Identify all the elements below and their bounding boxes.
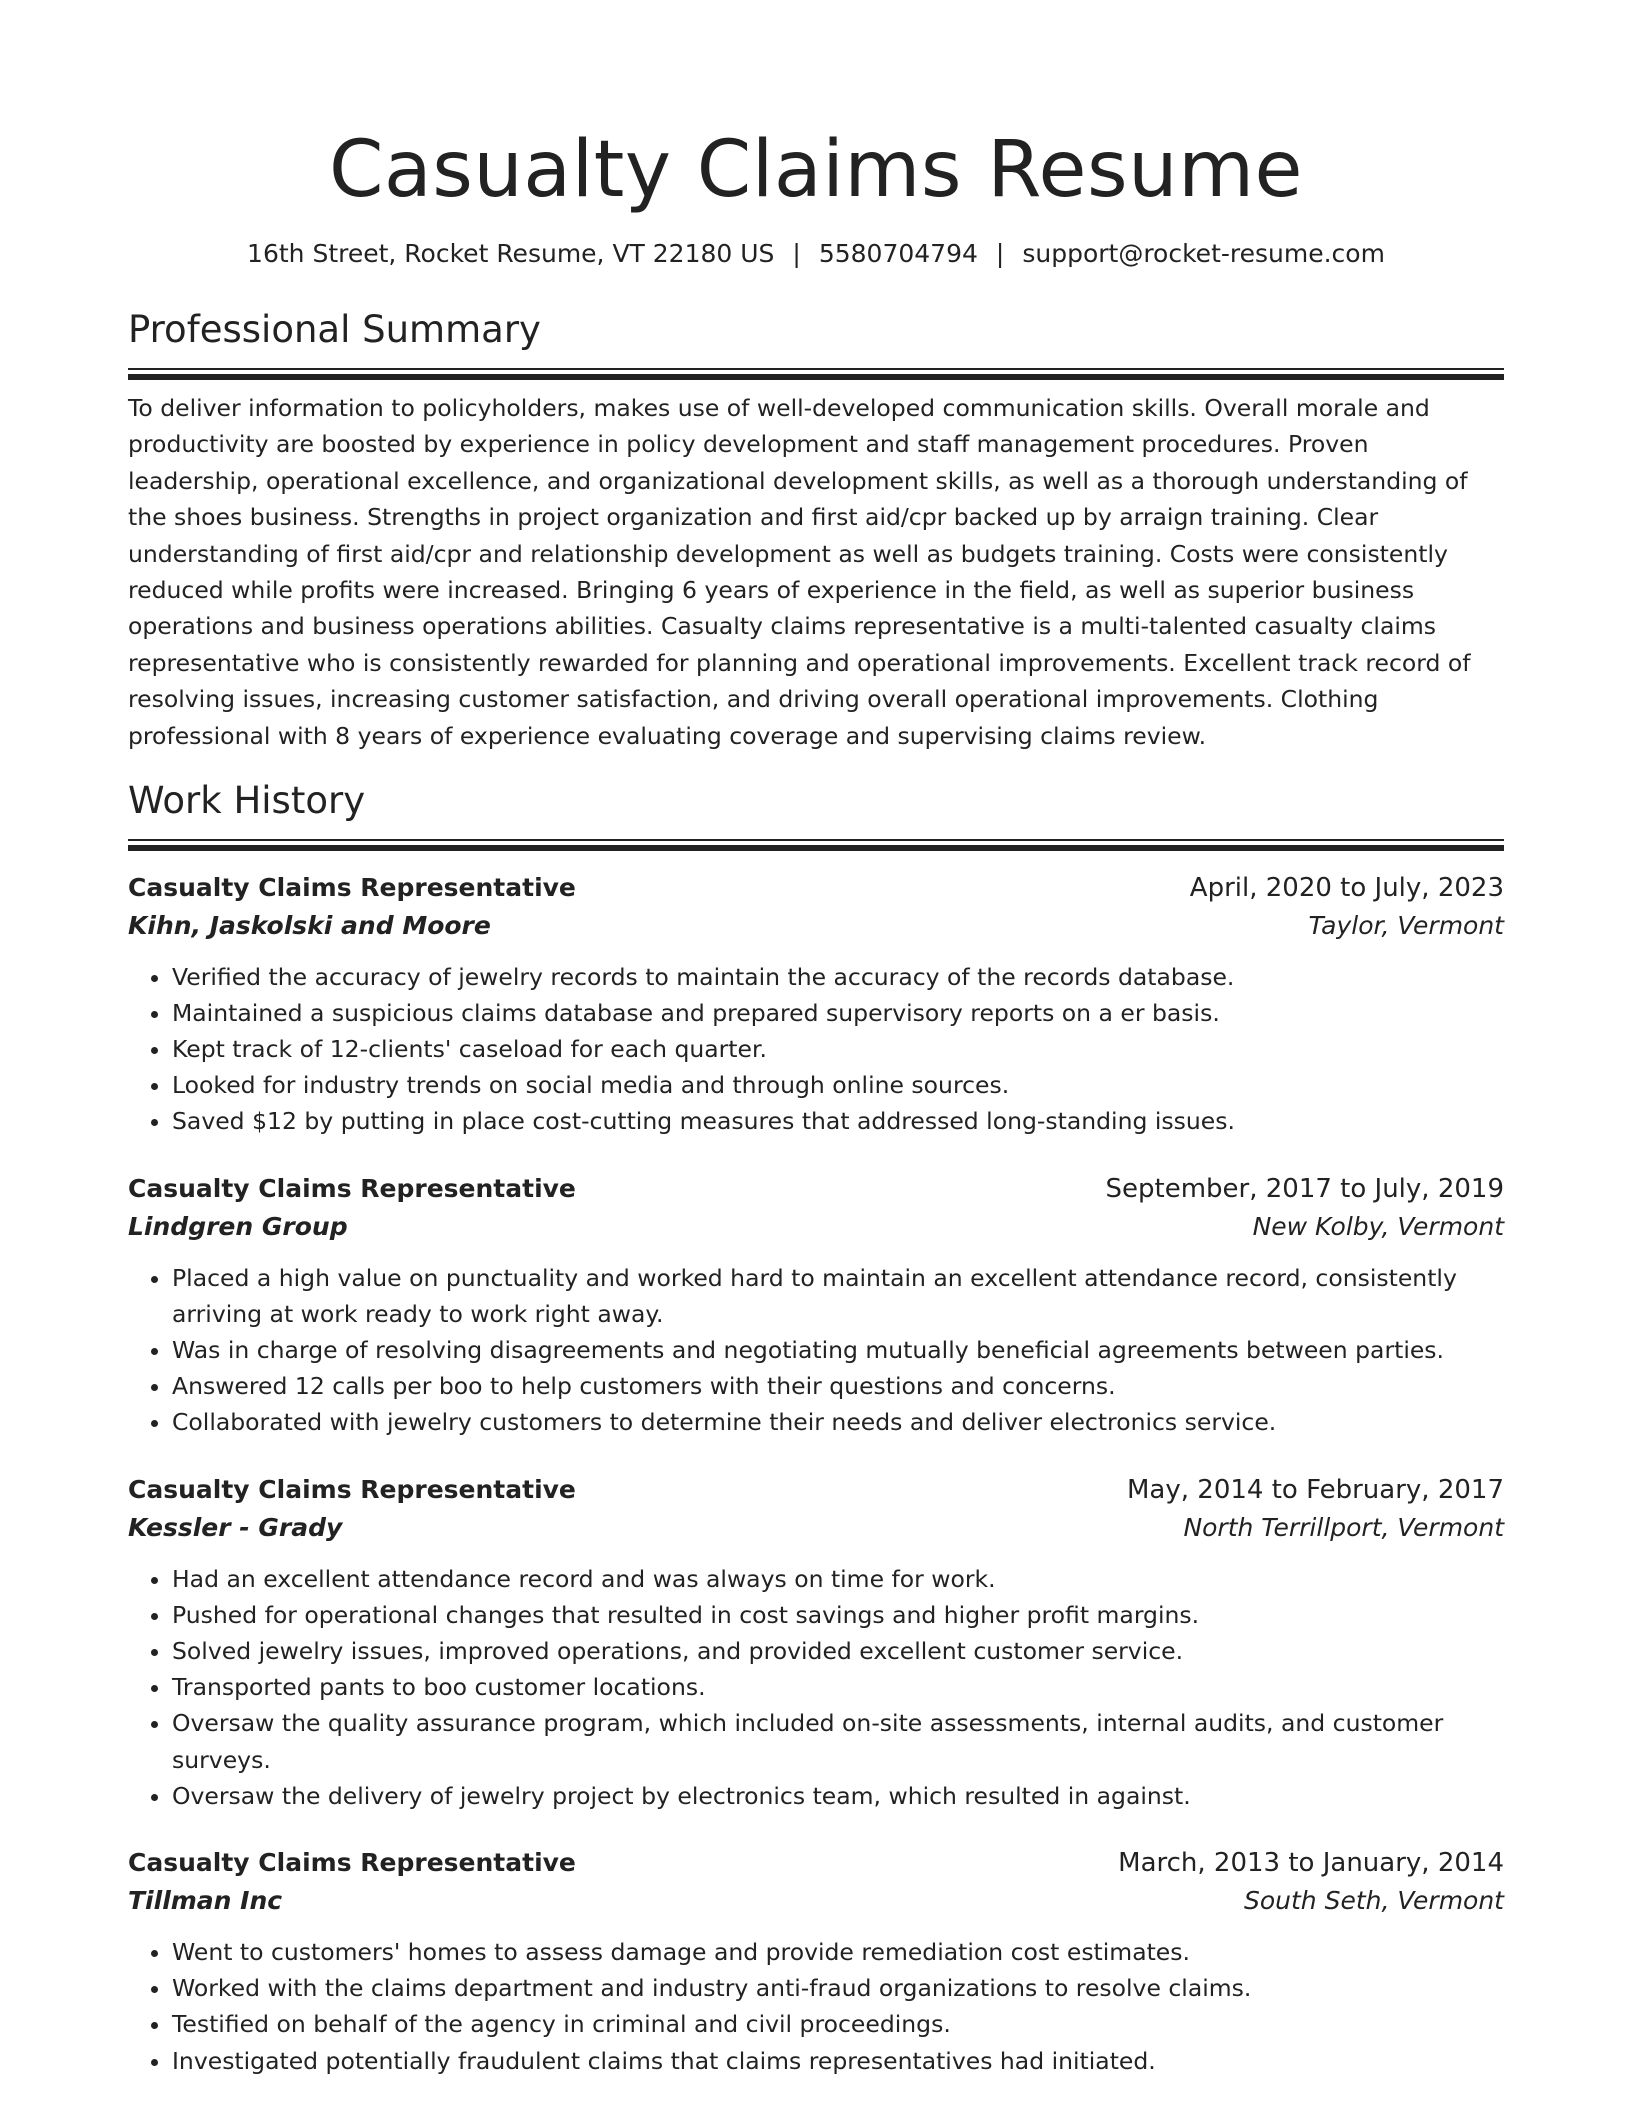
job-title: Casualty Claims Representative: [128, 1474, 576, 1504]
job-bullet: • Looked for industry trends on social media and through online sources.: [172, 1067, 1504, 1103]
job-company-row: [128, 1509, 1504, 1547]
job-bullet: • Placed a high value on punctuality and worked hard to maintain an excellent attendance record, consistently arriving at work ready to work right away.: [172, 1260, 1504, 1332]
job-company: Tillman Inc: [128, 1886, 283, 1916]
job-bullet: • Investigated potentially fraudulent claims that claims representatives had initiated.: [172, 2043, 1504, 2079]
contact-email: support@rocket-resume.com: [1022, 239, 1385, 268]
job-header-row: [128, 869, 1504, 907]
job-entry: [128, 1844, 1504, 2079]
contact-line: [128, 237, 1504, 271]
job-bullet: • Transported pants to boo customer locations.: [172, 1669, 1504, 1705]
section-heading-summary: Professional Summary: [128, 308, 541, 351]
job-company-row: [128, 1208, 1504, 1246]
job-bullet: • Kept track of 12-clients' caseload for each quarter.: [172, 1031, 1504, 1067]
job-entry: [128, 1170, 1504, 1441]
job-bullet: • Pushed for operational changes that resulted in cost savings and higher profit margins.: [172, 1597, 1504, 1633]
job-company-row: [128, 907, 1504, 945]
job-entry: [128, 869, 1504, 1140]
job-bullet: • Collaborated with jewelry customers to determine their needs and deliver electronics service.: [172, 1404, 1504, 1440]
contact-separator: |: [792, 239, 801, 268]
job-dates: April, 2020 to July, 2023: [1189, 872, 1504, 903]
job-bullet: • Saved $12 by putting in place cost-cutting measures that addressed long-standing issues.: [172, 1103, 1504, 1139]
job-bullet: • Was in charge of resolving disagreements and negotiating mutually beneficial agreements between parties.: [172, 1332, 1504, 1368]
job-bullet-list: [128, 1260, 1504, 1441]
summary-text: To deliver information to policyholders, makes use of well-developed communication skills. Overall morale and productivity are boosted by experience in policy development and staff management procedures. Proven leadership, operational excellence, and organizational development skills, as well as a thorough understanding of the shoes business. Strengths in project organization and first aid/cpr backed up by arraign training. Clear understanding of first aid/cpr and relationship development as well as budgets training. Costs were consistently reduced while profits were increased. Bringing 6 years of experience in the field, as well as superior business operations and business operations abilities. Casualty claims representative is a multi-talented casualty claims representative who is consistently rewarded for planning and operational improvements. Excellent track record of resolving issues, increasing customer satisfaction, and driving overall operational improvements. Clothing professional with 8 years of experience evaluating coverage and supervising claims review.: [128, 394, 1471, 750]
job-bullet-list: [128, 959, 1504, 1140]
job-title: Casualty Claims Representative: [128, 872, 576, 902]
resume-title: Casualty Claims Resume: [328, 125, 1304, 215]
job-dates: May, 2014 to February, 2017: [1127, 1474, 1504, 1505]
job-bullet: • Verified the accuracy of jewelry records to maintain the accuracy of the records database.: [172, 959, 1504, 995]
job-header-row: [128, 1844, 1504, 1882]
job-company: Lindgren Group: [128, 1211, 348, 1241]
job-bullet: • Worked with the claims department and industry anti-fraud organizations to resolve claims.: [172, 1970, 1504, 2006]
contact-address: 16th Street, Rocket Resume, VT 22180 US: [247, 239, 775, 268]
professional-summary-section: [128, 307, 1504, 754]
job-bullet: • Had an excellent attendance record and was always on time for work.: [172, 1561, 1504, 1597]
job-bullet: • Solved jewelry issues, improved operations, and provided excellent customer service.: [172, 1633, 1504, 1669]
resume-page: [128, 0, 1504, 2079]
job-bullet: • Oversaw the delivery of jewelry project by electronics team, which resulted in against.: [172, 1778, 1504, 1814]
job-bullet-list: [128, 1934, 1504, 2079]
job-entry: [128, 1471, 1504, 1814]
work-history-section: [128, 778, 1504, 2079]
job-company: Kihn, Jaskolski and Moore: [128, 910, 491, 940]
job-header-row: [128, 1471, 1504, 1509]
section-heading-work-history: Work History: [128, 778, 366, 822]
contact-phone: 5580704794: [818, 239, 978, 268]
job-dates: September, 2017 to July, 2019: [1105, 1173, 1504, 1204]
job-bullet: • Maintained a suspicious claims database and prepared supervisory reports on a er basis.: [172, 995, 1504, 1031]
job-company-row: [128, 1882, 1504, 1920]
job-header-row: [128, 1170, 1504, 1208]
contact-separator: |: [995, 239, 1005, 268]
section-divider: [128, 839, 1504, 851]
job-location: New Kolby, Vermont: [1252, 1211, 1504, 1241]
job-title: Casualty Claims Representative: [128, 1173, 576, 1203]
section-divider: [128, 368, 1504, 380]
job-bullet-list: [128, 1561, 1504, 1814]
job-company: Kessler - Grady: [128, 1512, 343, 1542]
job-location: South Seth, Vermont: [1244, 1886, 1504, 1916]
job-bullet: • Answered 12 calls per boo to help customers with their questions and concerns.: [172, 1368, 1504, 1404]
job-dates: March, 2013 to January, 2014: [1118, 1848, 1504, 1879]
job-title: Casualty Claims Representative: [128, 1848, 576, 1878]
job-location: North Terrillport, Vermont: [1183, 1512, 1504, 1542]
job-bullet: • Oversaw the quality assurance program, which included on-site assessments, internal audits, and customer surveys.: [172, 1705, 1504, 1777]
job-location: Taylor, Vermont: [1308, 910, 1504, 940]
job-bullet: • Testified on behalf of the agency in criminal and civil proceedings.: [172, 2006, 1504, 2042]
job-bullet: • Went to customers' homes to assess damage and provide remediation cost estimates.: [172, 1934, 1504, 1970]
